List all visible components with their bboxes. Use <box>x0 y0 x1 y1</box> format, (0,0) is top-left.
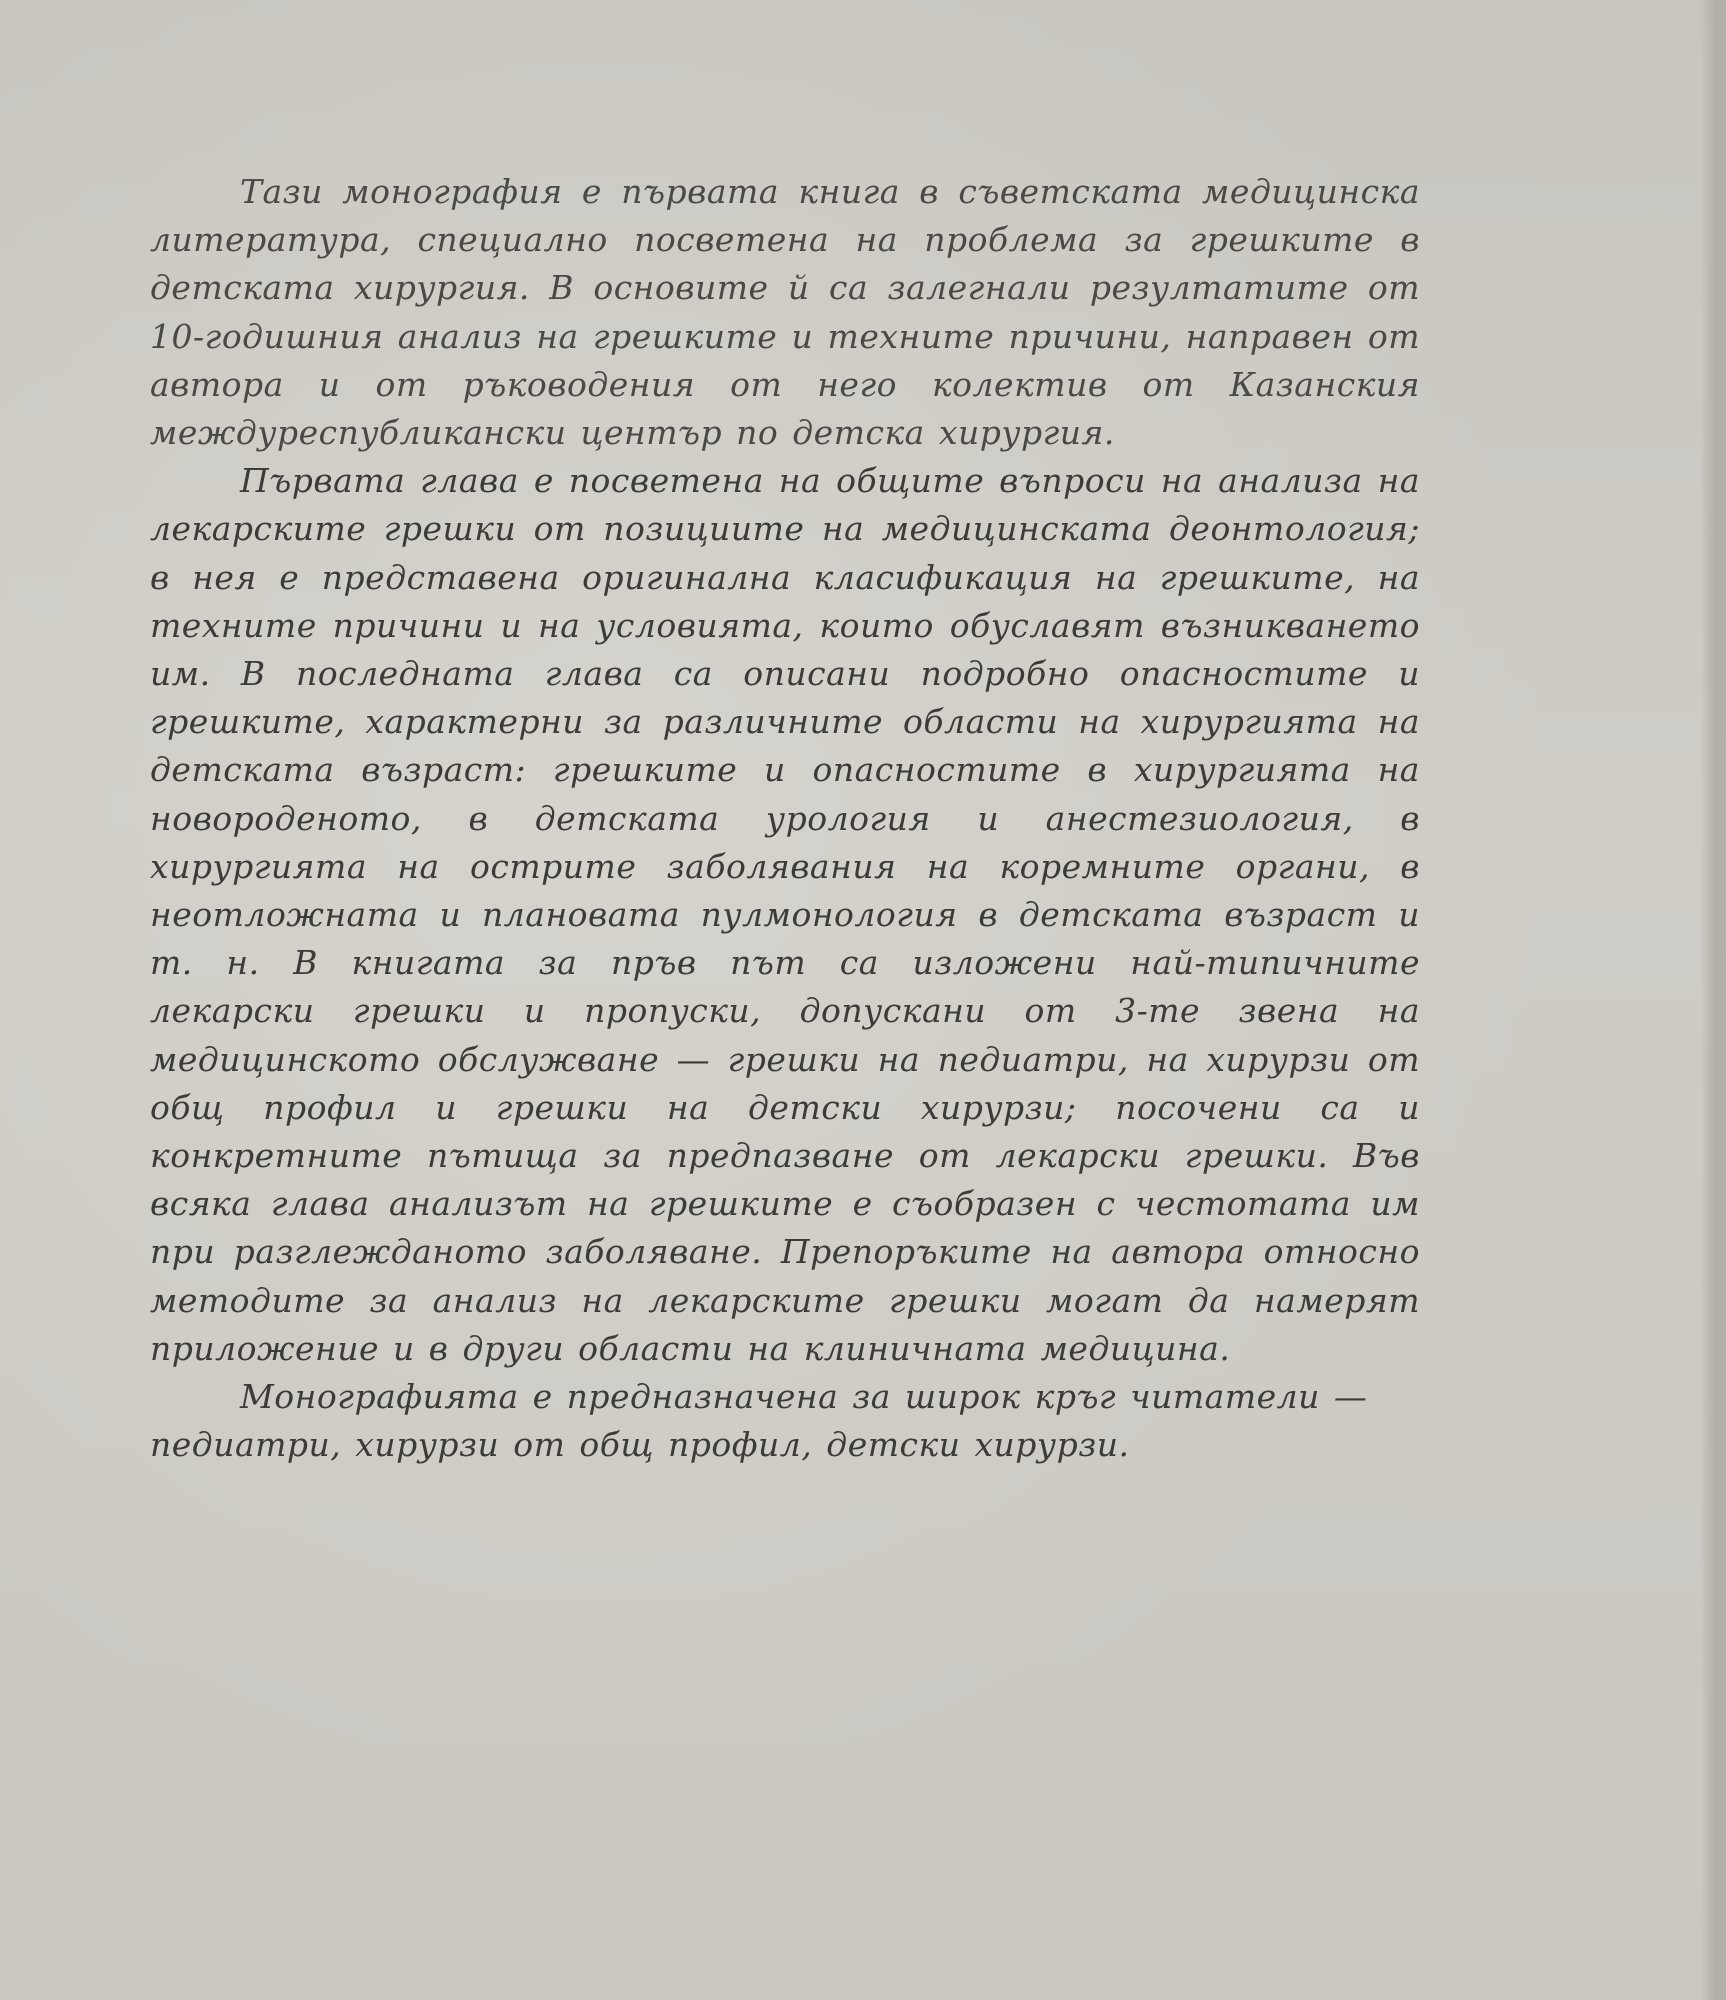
paragraph-contents: Първата глава е посветена на общите въпроси на анализа на лекарските грешки от позициите на медицинската деонтология; в нея е представена оригинална класификация на грешките, на техните причини и на условията, които обуславят възникването им. В последната глава са описани подробно опасностите и грешките, характерни за различните области на хирургията на детската възраст: грешките и опасностите в хирургията на новороденото, в детската урология и анестезиология, в хирургията на острите заболявания на коремните органи, в неотложната и плановата пулмонология в детската възраст и т. н. В книгата за пръв път са изложени най-типичните лекарски грешки и пропуски, допускани от 3-те звена на медицинското обслужване — грешки на педиатри, на хирурзи от общ профил и грешки на детски хирурзи; посочени са и конкретните пътища за предпазване от лекарски грешки. Във всяка глава анализът на грешките е съобразен с честотата им при разглежданото заболяване. Препоръките на автора относно методите за анализ на лекарските грешки могат да намерят приложение и в други области на клиничната медицина. <box>150 461 1420 1368</box>
paragraph-intro: Тази монография е първата книга в съветската медицинска литература, специално посветена на проблема за грешките в детската хирургия. В основите й са залегнали резултатите от 10-годишния анализ на грешките и техните причини, направен от автора и от ръководения от него колектив от Казанския междуреспубликански център по детска хирургия. <box>150 172 1420 453</box>
annotation-text <box>150 168 1420 1469</box>
paragraph-audience: Монографията е предназначена за широк кръг читатели — педиатри, хирурзи от общ профил, детски хирурзи. <box>150 1377 1368 1465</box>
page-edge-shadow <box>1700 0 1726 2000</box>
